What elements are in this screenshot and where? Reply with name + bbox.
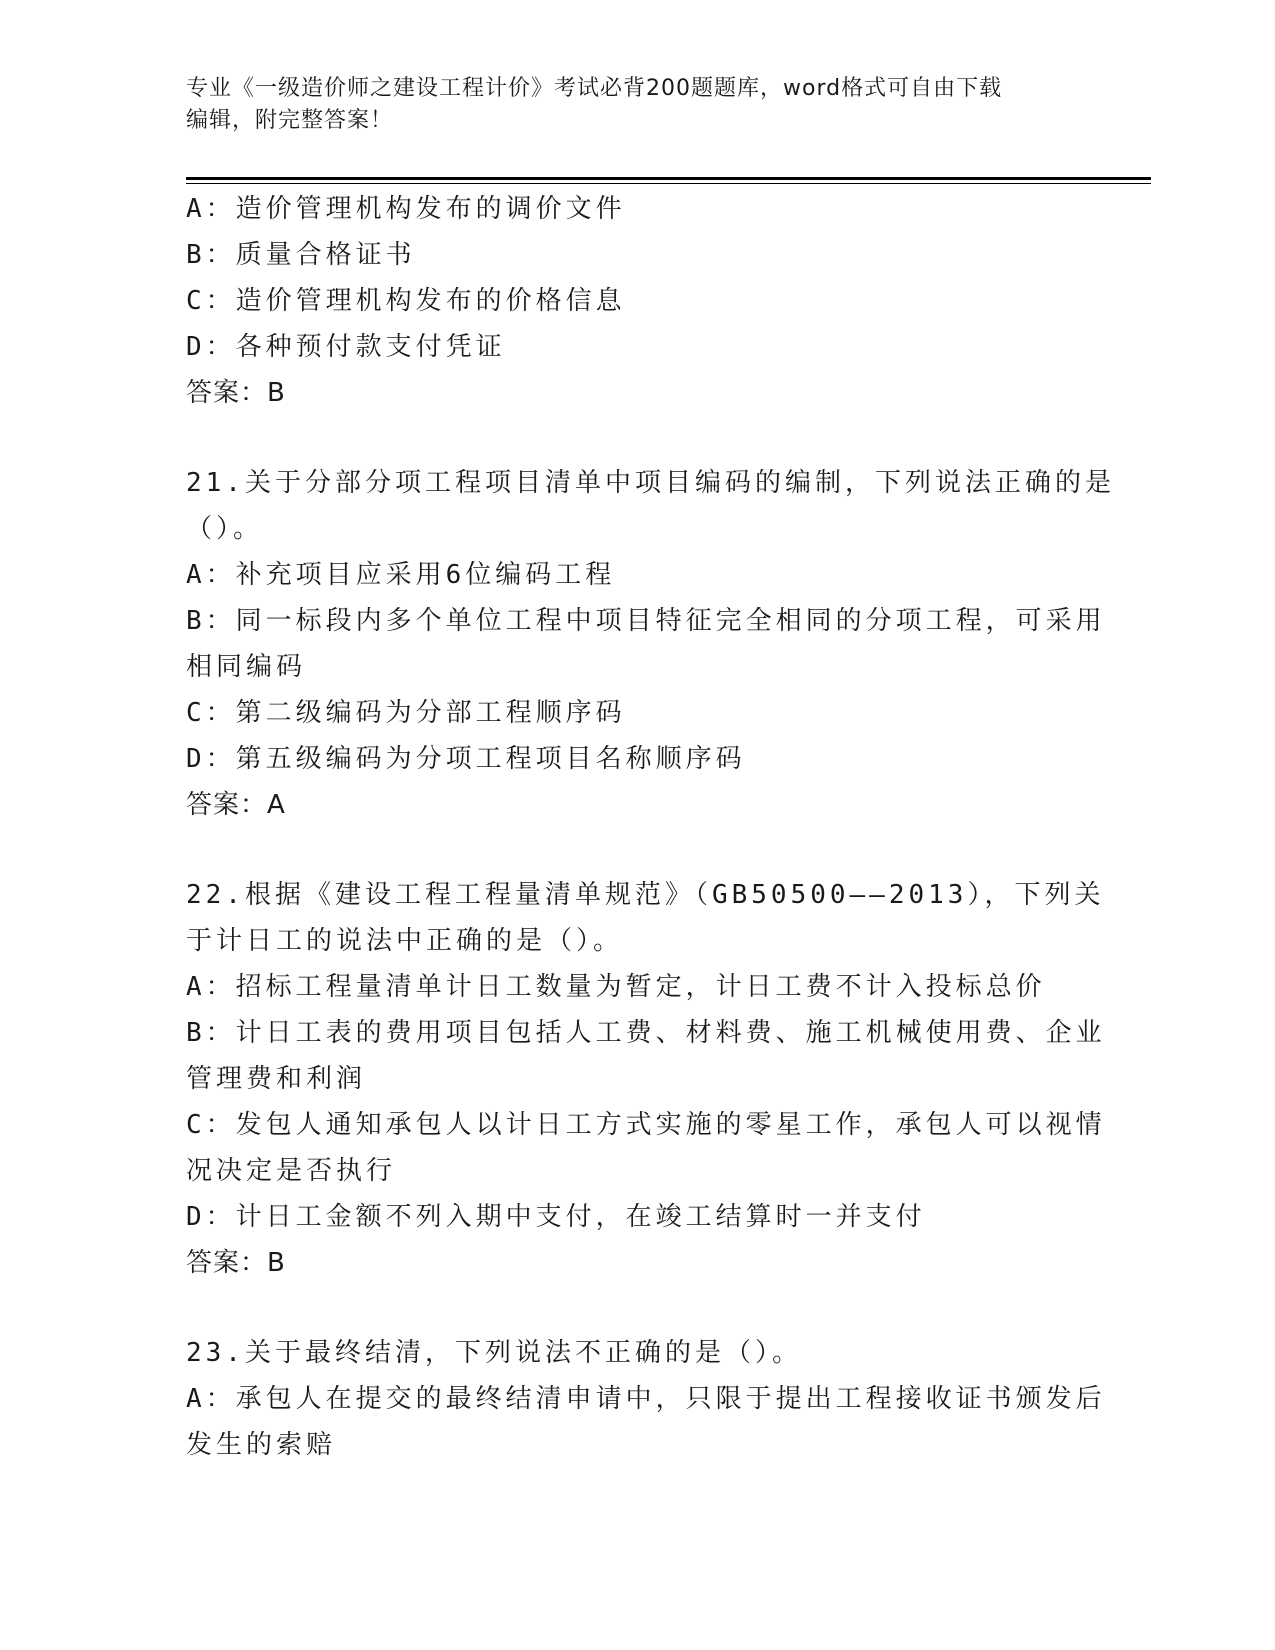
question-stem: 22.根据《建设工程工程量清单规范》（GB50500——2013），下列关	[186, 880, 1105, 910]
option-d: D：第五级编码为分项工程项目名称顺序码	[186, 744, 746, 774]
option-b: B：计日工表的费用项目包括人工费、材料费、施工机械使用费、企业	[186, 1018, 1106, 1048]
question-stem: 21.关于分部分项工程项目清单中项目编码的编制，下列说法正确的是	[186, 468, 1115, 498]
option-a-continued: 发生的索赔	[186, 1430, 337, 1460]
document-header	[186, 73, 1086, 137]
question-20-block	[186, 186, 1076, 416]
option-a: A：补充项目应采用6位编码工程	[186, 560, 616, 590]
option-b: B：同一标段内多个单位工程中项目特征完全相同的分项工程，可采用	[186, 606, 1106, 636]
option-d: D：各种预付款支付凭证	[186, 332, 506, 362]
spacer	[186, 1286, 1076, 1330]
header-divider-thin	[186, 183, 1151, 184]
option-a: A：造价管理机构发布的调价文件	[186, 194, 626, 224]
header-line-1: 专业《一级造价师之建设工程计价》考试必背200题题库，word格式可自由下载	[186, 76, 1003, 101]
question-stem: 23.关于最终结清，下列说法不正确的是（）。	[186, 1338, 802, 1368]
spacer	[186, 828, 1076, 872]
question-21-block	[186, 460, 1115, 828]
option-a: A：承包人在提交的最终结清申请中，只限于提出工程接收证书颁发后	[186, 1384, 1106, 1414]
option-b-continued: 相同编码	[186, 652, 307, 682]
header-line-2: 编辑，附完整答案！	[186, 108, 394, 133]
question-22-block	[186, 872, 1106, 1286]
option-a: A：招标工程量清单计日工数量为暂定，计日工费不计入投标总价	[186, 972, 1046, 1002]
spacer	[186, 416, 1076, 460]
option-b-continued: 管理费和利润	[186, 1064, 367, 1094]
option-b: B：质量合格证书	[186, 240, 416, 270]
question-stem-continued: （）。	[186, 514, 264, 544]
question-stem-continued: 于计日工的说法中正确的是（）。	[186, 926, 624, 956]
option-c: C：第二级编码为分部工程顺序码	[186, 698, 626, 728]
option-c-continued: 况决定是否执行	[186, 1156, 397, 1186]
answer-line: 答案：A	[186, 790, 286, 820]
option-d: D：计日工金额不列入期中支付，在竣工结算时一并支付	[186, 1202, 926, 1232]
question-23-block	[186, 1330, 1106, 1468]
answer-line: 答案：B	[186, 1248, 286, 1278]
option-c: C：造价管理机构发布的价格信息	[186, 286, 626, 316]
answer-line: 答案：B	[186, 378, 286, 408]
header-divider-thick	[186, 177, 1151, 180]
question-list	[186, 186, 1115, 1468]
option-c: C：发包人通知承包人以计日工方式实施的零星工作，承包人可以视情	[186, 1110, 1106, 1140]
